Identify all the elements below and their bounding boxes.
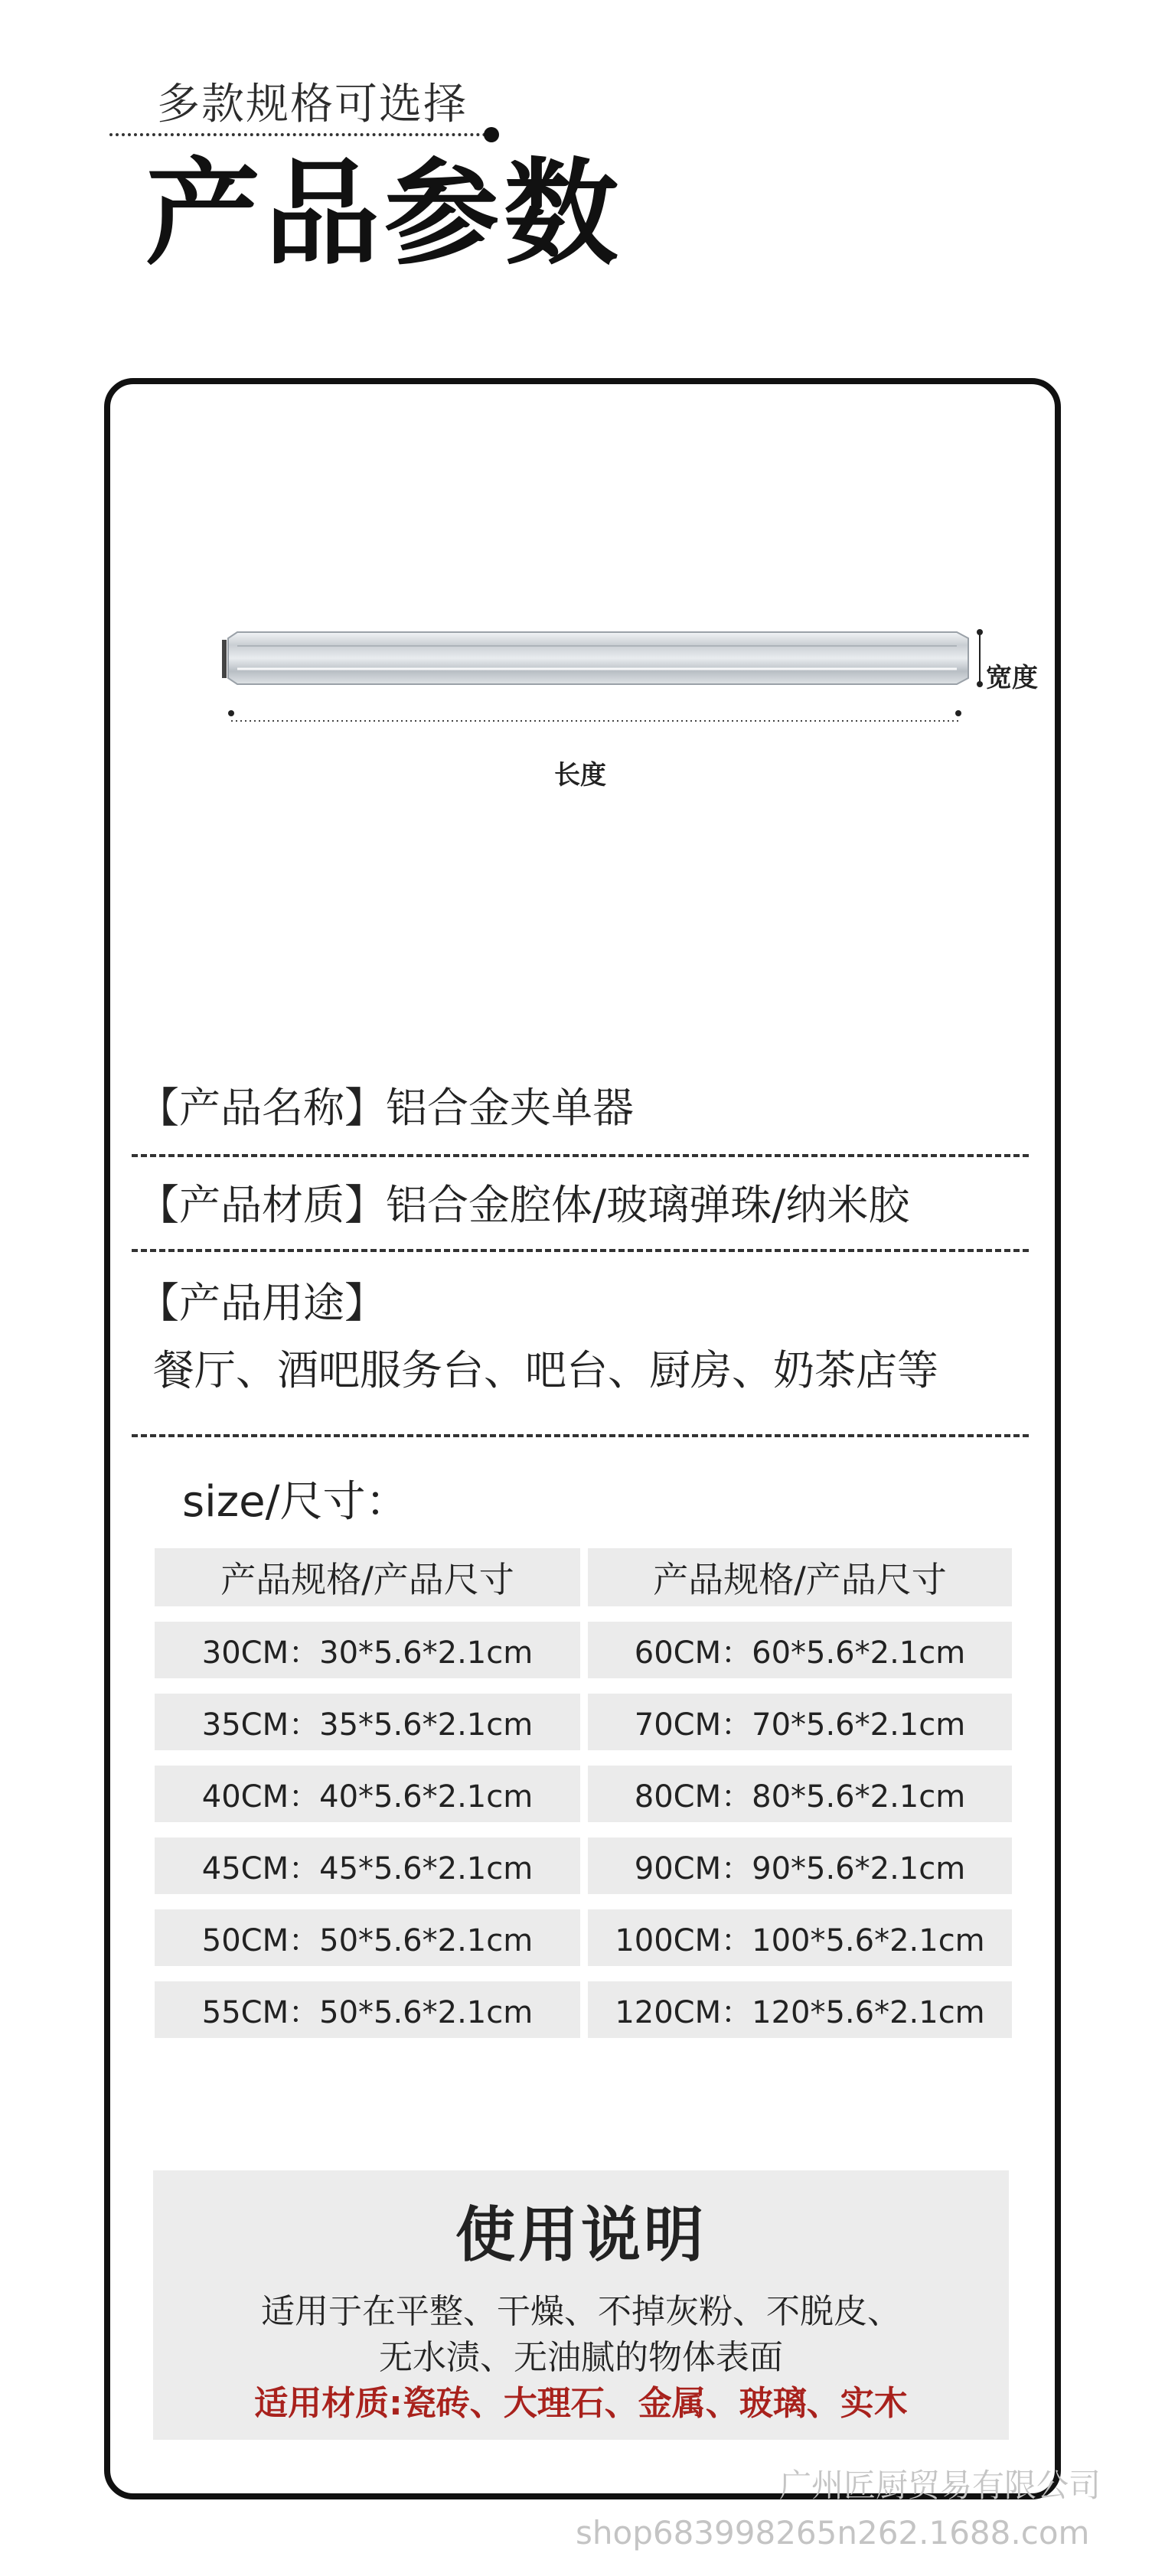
ticket-rail-illustration <box>222 628 1049 804</box>
divider <box>132 1154 1029 1157</box>
spec-usage-text: 餐厅、酒吧服务台、吧台、厨房、奶茶店等 <box>153 1346 938 1394</box>
subtitle: 多款规格可选择 <box>157 80 468 129</box>
table-cell: 30CM：30*5.6*2.1cm <box>155 1622 580 1678</box>
table-header-right: 产品规格/产品尺寸 <box>588 1548 1012 1606</box>
usage-title: 使用说明 <box>455 2201 707 2270</box>
table-cell: 80CM：80*5.6*2.1cm <box>588 1766 1012 1822</box>
table-cell: 55CM：50*5.6*2.1cm <box>155 1981 580 2038</box>
table-cell: 120CM：120*5.6*2.1cm <box>588 1981 1012 2038</box>
usage-line-1: 适用于在平整、干燥、不掉灰粉、不脱皮、 <box>261 2292 901 2331</box>
watermark-company: 广州匠厨贸易有限公司 <box>779 2467 1101 2504</box>
table-cell: 90CM：90*5.6*2.1cm <box>588 1837 1012 1894</box>
table-cell: 40CM：40*5.6*2.1cm <box>155 1766 580 1822</box>
usage-line-2: 无水渍、无油腻的物体表面 <box>379 2338 783 2377</box>
table-header-left: 产品规格/产品尺寸 <box>155 1548 580 1606</box>
product-image <box>222 628 1049 804</box>
spec-usage-label: 【产品用途】 <box>138 1279 386 1327</box>
table-cell: 45CM：45*5.6*2.1cm <box>155 1837 580 1894</box>
size-title: size/尺寸： <box>182 1477 409 1527</box>
usage-materials: 适用材质:瓷砖、大理石、金属、玻璃、实木 <box>254 2384 908 2423</box>
table-cell: 60CM：60*5.6*2.1cm <box>588 1622 1012 1678</box>
table-cell: 70CM：70*5.6*2.1cm <box>588 1694 1012 1750</box>
width-label: 宽度 <box>986 663 1038 693</box>
usage-instructions <box>153 2170 1009 2440</box>
spec-product-name: 【产品名称】铝合金夹单器 <box>138 1084 634 1132</box>
table-cell: 50CM：50*5.6*2.1cm <box>155 1909 580 1966</box>
spec-product-material: 【产品材质】铝合金腔体/玻璃弹珠/纳米胶 <box>138 1181 910 1229</box>
table-cell: 35CM：35*5.6*2.1cm <box>155 1694 580 1750</box>
divider <box>132 1434 1029 1437</box>
divider <box>132 1249 1029 1252</box>
underline-dot <box>484 127 499 142</box>
page-title: 产品参数 <box>145 148 624 281</box>
watermark-shop-url: shop683998265n262.1688.com <box>576 2514 1090 2552</box>
table-cell: 100CM：100*5.6*2.1cm <box>588 1909 1012 1966</box>
length-label: 长度 <box>554 760 606 791</box>
subtitle-underline <box>109 133 492 136</box>
